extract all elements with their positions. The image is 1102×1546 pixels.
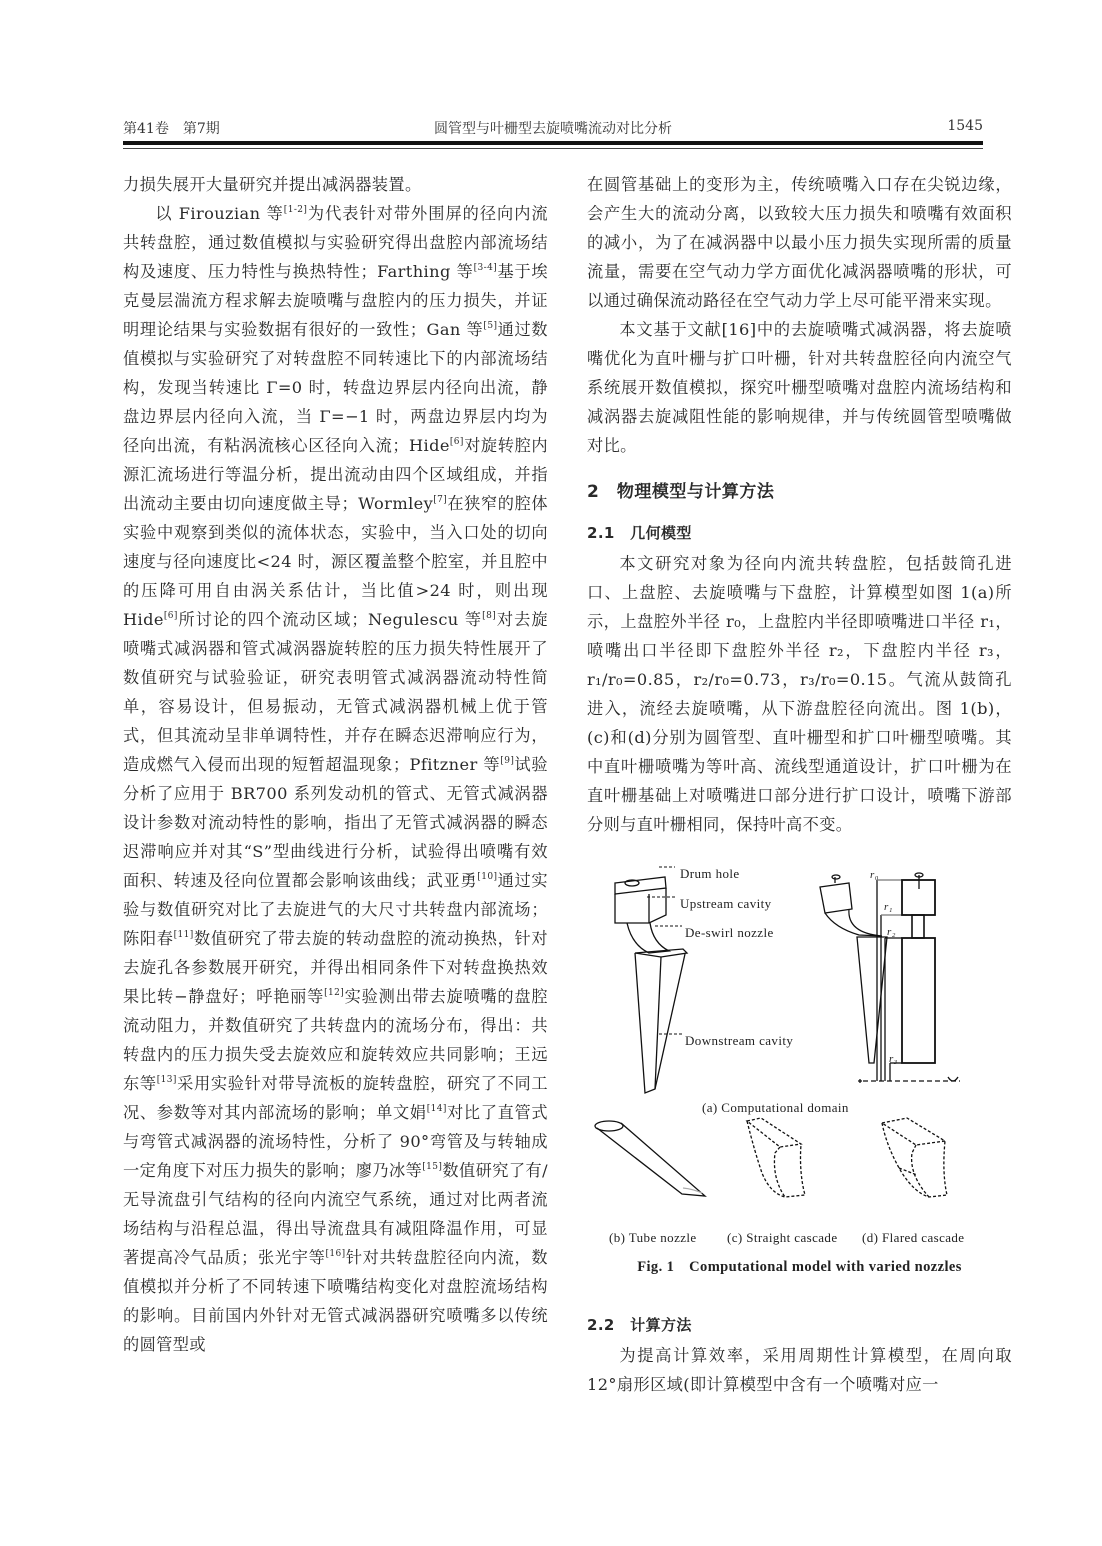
text-run: 对旋转腔内源汇流场进行等温分析，提出流动由四个区域组成，并指出流动主要由切向速度做主导；Wormley: [123, 436, 549, 513]
text-run: 通过实验与数值研究对比了去旋进气的大尺寸共转盘内部流场；陈阳春: [123, 871, 548, 948]
running-title: 圆管型与叶栅型去旋喷嘴流动对比分析: [434, 121, 672, 137]
text-run: 试验分析了应用于 BR700 系列发动机的管式、无管式减涡器设计参数对流动特性的影响，指出了无管式减涡器的瞬态迟滞响应并对其“S”型曲线进行分析，试验得出喷嘴有效面积、转速及径向位置都会影响该曲线；武亚勇: [123, 755, 548, 890]
citation: [1-2]: [283, 205, 308, 215]
paragraph: 为提高计算效率，采用周期性计算模型，在周向取 12°扇形区域(即计算模型中含有一个喷嘴对应一: [587, 1346, 1012, 1394]
paragraph: 在圆管基础上的变形为主，传统喷嘴入口存在尖锐边缘，会产生大的流动分离，以致较大压力损失和喷嘴有效面积的减小，为了在减涡器中以最小压力损失实现所需的质量流量，需要在空气动力学方面优化减涡器喷嘴的形状，可以通过确保流动路径在空气动力学上尽可能平滑来实现。: [587, 175, 1012, 310]
citation: [10]: [477, 872, 498, 882]
subcaption-a: (a) Computational domain: [702, 1100, 849, 1115]
text-run: 实验测出带去旋喷嘴的盘腔流动阻力，并数值研究了共转盘内的流场分布，得出：共转盘内的压力损失受去旋效应和旋转效应共同影响；王远东等: [123, 987, 548, 1093]
citation: [14]: [426, 1104, 447, 1114]
citation: [11]: [173, 930, 194, 940]
citation: [6]: [163, 611, 178, 621]
text-run: 在狭窄的腔体实验中观察到类似的流体状态，实验中，当入口处的切向速度与径向速度比<24 时，源区覆盖整个腔室，并且腔中的压降可用自由涡关系估计，当比值>24 时，则出现 Hide: [123, 494, 548, 629]
label-deswirl-nozzle: De-swirl nozzle: [685, 925, 774, 940]
text-run: 基于埃克曼层湍流方程求解去旋喷嘴与盘腔内的压力损失，并证明理论结果与实验数据有很好的一致性；Gan 等: [123, 262, 549, 339]
paragraph: 本文基于文献[16]中的去旋喷嘴式减涡器，将去旋喷嘴优化为直叶栅与扩口叶栅，针对共转盘腔径向内流空气系统展开数值模拟，探究叶栅型喷嘴对盘腔内流场结构和减涡器去旋减阻性能的影响规律，并与传统圆管型喷嘴做对比。: [587, 320, 1012, 455]
citation: [15]: [422, 1162, 443, 1172]
header-rule-thin: [123, 148, 983, 149]
text-run: 针对共转盘腔径向内流，数值模拟并分析了不同转速下喷嘴结构变化对盘腔流场结构的影响。目前国内外针对无管式减涡器研究喷嘴多以传统的圆管型或: [123, 1248, 548, 1354]
citation: [12]: [324, 988, 345, 998]
figure-caption: Fig. 1 Computational model with varied nozzles: [637, 1259, 962, 1275]
subcaption-c: (c) Straight cascade: [727, 1230, 838, 1245]
figure-1: [587, 853, 1012, 1283]
text-run: 对去旋喷嘴式减涡器和管式减涡器旋转腔的压力损失特性展开了数值研究与试验验证，研究表明管式减涡器流动特性简单，容易设计，但易振动，无管式减涡器机械上优于管式，但其流动呈非单调特性，并存在瞬态迟滞响应行为，造成燃气入侵而出现的短暂超温现象；Pfitzner 等: [123, 610, 548, 774]
page-number: 1545: [947, 118, 983, 134]
label-upstream-cavity: Upstream cavity: [680, 896, 772, 911]
right-column: [587, 170, 1012, 1399]
label-r2: r₂: [887, 926, 896, 938]
subsection-heading: 2.1 几何模型: [587, 524, 692, 542]
running-header: [123, 118, 983, 138]
citation: [7]: [433, 495, 448, 505]
figure-1-drawing: [587, 853, 1012, 1253]
text-run: 为代表针对带外围屏的径向内流共转盘腔，通过数值模拟与实验研究得出盘腔内部流场结构及速度、压力特性与换热特性；Farthing 等: [123, 204, 548, 281]
citation: [5]: [483, 321, 498, 331]
tube-nozzle-drawing: [595, 1121, 705, 1196]
text-run: 数值研究了带去旋的转动盘腔的流动换热，针对去旋孔各参数展开研究，并得出相同条件下对转盘换热效果比转−静盘好；呼艳丽等: [123, 929, 548, 1006]
citation: [6]: [449, 437, 464, 447]
volume-issue: 第41卷 第7期: [123, 121, 220, 137]
section-heading: 2 物理模型与计算方法: [587, 482, 775, 502]
label-drum-hole: Drum hole: [680, 866, 740, 881]
citation: [16]: [325, 1249, 346, 1259]
paragraph: 本文研究对象为径向内流共转盘腔，包括鼓筒孔进口、上盘腔、去旋喷嘴与下盘腔，计算模型如图 1(a)所示，上盘腔外半径 r₀，上盘腔内半径即喷嘴进口半径 r₁，喷嘴出口半径即下盘腔外半径 r₂，下盘腔内半径 r₃，r₁/r₀=0.85，r₂/r₀=0.73，r₃/r₀=0.15。气流从鼓筒孔进入，流经去旋喷嘴，从下游盘腔径向流出。图 1(b)，(c)和(d)分别为圆管型、直叶栅型和扩口叶栅型喷嘴。其中直叶栅喷嘴为等叶高、流线型通道设计，扩口叶栅为在直叶栅基础上对喷嘴进口部分进行扩口设计，喷嘴下游部分则与直叶栅相同，保持叶高不变。: [587, 554, 1012, 834]
citation: [8]: [482, 611, 497, 621]
straight-cascade-drawing: [747, 1118, 805, 1197]
paragraph-literature-review: [123, 199, 548, 1359]
text-run: 对比了直管式与弯管式减涡器的流场特性，分析了 90°弯管及与转轴成一定角度下对压力损失的影响；廖乃冰等: [123, 1103, 548, 1180]
subcaption-d: (d) Flared cascade: [862, 1230, 965, 1245]
text-run: 通过数值模拟与实验研究了对转盘腔不同转速比下的内部流场结构，发现当转速比 Γ=0 时，转盘边界层内径向出流，静盘边界层内径向入流，当 Γ=−1 时，两盘边界层内均为径向出流，有粘涡流核心区径向入流；Hide: [123, 320, 548, 455]
label-downstream-cavity: Downstream cavity: [685, 1033, 794, 1048]
text-run: 所讨论的四个流动区域；Negulescu 等: [177, 610, 483, 629]
model-schematic: [858, 873, 960, 1083]
citation: [9]: [500, 756, 515, 766]
paragraph: 力损失展开大量研究并提出减涡器装置。: [123, 175, 422, 194]
subcaption-b: (b) Tube nozzle: [609, 1230, 697, 1245]
text-run: 以 Firouzian 等: [155, 204, 284, 223]
flared-cascade-drawing: [882, 1118, 947, 1197]
subsection-heading: 2.2 计算方法: [587, 1316, 692, 1334]
label-r3: r₃: [889, 1053, 898, 1065]
citation: [3-4]: [473, 263, 498, 273]
label-r0: r₀: [870, 869, 879, 881]
model-3d: [615, 877, 687, 1093]
citation: [13]: [156, 1075, 177, 1085]
left-column: [123, 170, 548, 1359]
text-run: 采用实验针对带导流板的旋转盘腔，研究了不同工况、参数等对其内部流场的影响；单文娟: [123, 1074, 548, 1122]
header-rule-thick: [123, 141, 983, 145]
label-r1: r₁: [884, 901, 893, 913]
text-run: 数值研究了有/无导流盘引气结构的径向内流空气系统，通过对比两者流场结构与沿程总温，得出导流盘具有减阻降温作用，可显著提高冷气品质；张光宇等: [123, 1161, 548, 1267]
